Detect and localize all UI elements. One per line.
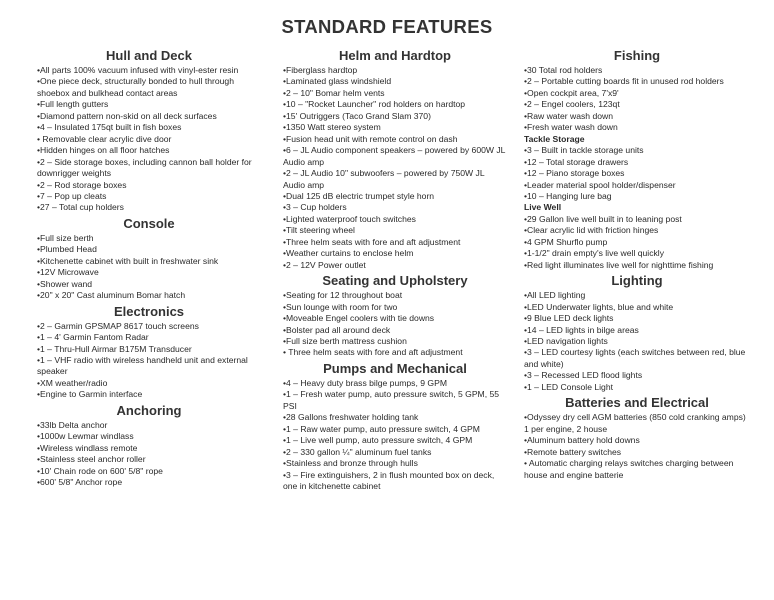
feature-item: • Bolster pad all around deck [283,325,507,336]
feature-item: • Laminated glass windshield [283,76,507,87]
feature-item: • 14 – LED lights in bilge areas [524,325,750,336]
feature-item: • XM weather/radio [37,378,261,389]
feature-item: • Lighted waterproof touch switches [283,214,507,225]
feature-item: • One piece deck, structurally bonded to hull through shoebox and bulkhead contact areas [37,76,261,99]
feature-item: • Aluminum battery hold downs [524,435,750,446]
feature-item: • 1 – VHF radio with wireless handheld unit and external speaker [37,355,261,378]
feature-item: • 33lb Delta anchor [37,420,261,431]
feature-item: • 2 – Rod storage boxes [37,180,261,191]
feature-item: • Red light illuminates live well for nighttime fishing [524,260,750,271]
feature-item: • Diamond pattern non-skid on all deck surfaces [37,111,261,122]
page-title: STANDARD FEATURES [281,16,493,37]
section-title: Fishing [613,48,661,63]
feature-item: • Open cockpit area, 7'x9' [524,88,750,99]
feature-item: • 2 – 10" Bomar helm vents [283,88,507,99]
feature-item: • 7 – Pop up cleats [37,191,261,202]
feature-item: • LED Underwater lights, blue and white [524,302,750,313]
feature-item: • All parts 100% vacuum infused with vinyl-ester resin [37,65,261,76]
feature-item: • 2 – Portable cutting boards fit in unused rod holders [524,76,750,87]
feature-item: • 1350 Watt stereo system [283,122,507,133]
feature-item: • Hidden hinges on all floor hatches [37,145,261,156]
feature-item: • 12V Microwave [37,267,261,278]
feature-item: • 1000w Lewmar windlass [37,431,261,442]
feature-item: • 3 – Fire extinguishers, 2 in flush mounted box on deck, one in kitchenette cabinet [283,470,507,493]
feature-item: • Tilt steering wheel [283,225,507,236]
section-title: Anchoring [116,402,182,418]
feature-item: • Kitchenette cabinet with built in freshwater sink [37,256,261,267]
feature-item: • Shower wand [37,279,261,290]
feature-item: • 28 Gallons freshwater holding tank [283,412,507,423]
feature-item: • Remote battery switches [524,447,750,458]
feature-item: • Full size berth mattress cushion [283,336,507,347]
feature-item: • Three helm seats with fore and aft adjustment [283,347,507,358]
feature-item: • 29 Gallon live well built in to leaning post [524,214,750,225]
feature-item: • 1 – 4' Garmin Fantom Radar [37,332,261,343]
feature-item: • 30 Total rod holders [524,65,750,76]
feature-item: • 2 – 330 gallon ¼" aluminum fuel tanks [283,447,507,458]
feature-item: • 1-1/2" drain empty's live well quickly [524,248,750,259]
feature-item: • 3 – Recessed LED flood lights [524,370,750,381]
feature-item: • 2 – 12V Power outlet [283,260,507,271]
section-title: Hull and Deck [106,48,192,63]
feature-item: • Removable clear acrylic dive door [37,134,261,145]
subsection-title: Live Well [524,202,562,213]
subsection-title: Tackle Storage [524,133,585,144]
feature-item: • Plumbed Head [37,244,261,255]
section-title: Helm and Hardtop [339,48,451,63]
right-column [524,46,750,481]
feature-item: • Fusion head unit with remote control on dash [283,134,507,145]
middle-column [283,46,507,492]
feature-item: • Fiberglass hardtop [283,65,507,76]
feature-item: • 2 – Side storage boxes, including cannon ball holder for downrigger weights [37,157,261,180]
feature-item: • Full length gutters [37,99,261,110]
feature-item: • 1 – Thru-Hull Airmar B175M Transducer [37,344,261,355]
section-title: Electronics [113,303,185,319]
feature-item: • 600' 5/8" Anchor rope [37,477,261,488]
left-column [37,46,261,489]
feature-item: • 12 – Piano storage boxes [524,168,750,179]
feature-item: • Raw water wash down [524,111,750,122]
feature-item: • Moveable Engel coolers with tie downs [283,313,507,324]
section-title: Pumps and Mechanical [323,360,467,376]
feature-item: • Automatic charging relays switches charging between house and engine batterie [524,458,750,481]
feature-item: • Odyssey dry cell AGM batteries (850 cold cranking amps) 1 per engine, 2 house [524,412,750,435]
feature-item: • Weather curtains to enclose helm [283,248,507,259]
feature-item: • Fresh water wash down [524,122,750,133]
section-title: Batteries and Electrical [565,395,709,411]
feature-item: • 2 – JL Audio 10" subwoofers – powered by 750W JL Audio amp [283,168,507,191]
feature-item: • LED navigation lights [524,336,750,347]
feature-item: • 2 – Garmin GPSMAP 8617 touch screens [37,321,261,332]
feature-item: • 4 – Insulated 175qt built in fish boxes [37,122,261,133]
feature-item: • 4 – Heavy duty brass bilge pumps, 9 GPM [283,378,507,389]
feature-item: • 3 – Built in tackle storage units [524,145,750,156]
feature-item: • 1 – Fresh water pump, auto pressure switch, 5 GPM, 55 PSI [283,389,507,412]
feature-item: • Engine to Garmin interface [37,389,261,400]
feature-item: • Clear acrylic lid with friction hinges [524,225,750,236]
feature-item: • 10 – "Rocket Launcher" rod holders on hardtop [283,99,507,110]
section-title: Seating and Upholstery [322,273,468,289]
section-title: Console [123,215,175,231]
feature-item: • 1 – LED Console Light [524,382,750,393]
feature-item: • 10' Chain rode on 600' 5/8" rope [37,466,261,477]
feature-item: • 9 Blue LED deck lights [524,313,750,324]
feature-item: • 10 – Hanging lure bag [524,191,750,202]
feature-item: • Three helm seats with fore and aft adjustment [283,237,507,248]
feature-item: • 15' Outriggers (Taco Grand Slam 370) [283,111,507,122]
feature-item: • Sun lounge with room for two [283,302,507,313]
feature-item: • 3 – LED courtesy lights (each switches between red, blue and white) [524,347,750,370]
feature-item: • 12 – Total storage drawers [524,157,750,168]
section-title: Lighting [611,273,663,289]
feature-item: • 1 – Live well pump, auto pressure switch, 4 GPM [283,435,507,446]
feature-item: • Leader material spool holder/dispenser [524,180,750,191]
feature-item: • Seating for 12 throughout boat [283,290,507,301]
feature-item: • 20" x 20" Cast aluminum Bomar hatch [37,290,261,301]
feature-item: • Dual 125 dB electric trumpet style horn [283,191,507,202]
feature-item: • 27 – Total cup holders [37,202,261,213]
feature-item: • Stainless steel anchor roller [37,454,261,465]
feature-item: • Full size berth [37,233,261,244]
feature-item: • 6 – JL Audio component speakers – powered by 600W JL Audio amp [283,145,507,168]
feature-item: • Wireless windlass remote [37,443,261,454]
feature-item: • 2 – Engel coolers, 123qt [524,99,750,110]
feature-item: • 1 – Raw water pump, auto pressure switch, 4 GPM [283,424,507,435]
feature-item: • Stainless and bronze through hulls [283,458,507,469]
feature-item: • 4 GPM Shurflo pump [524,237,750,248]
feature-item: • All LED lighting [524,290,750,301]
feature-item: • 3 – Cup holders [283,202,507,213]
